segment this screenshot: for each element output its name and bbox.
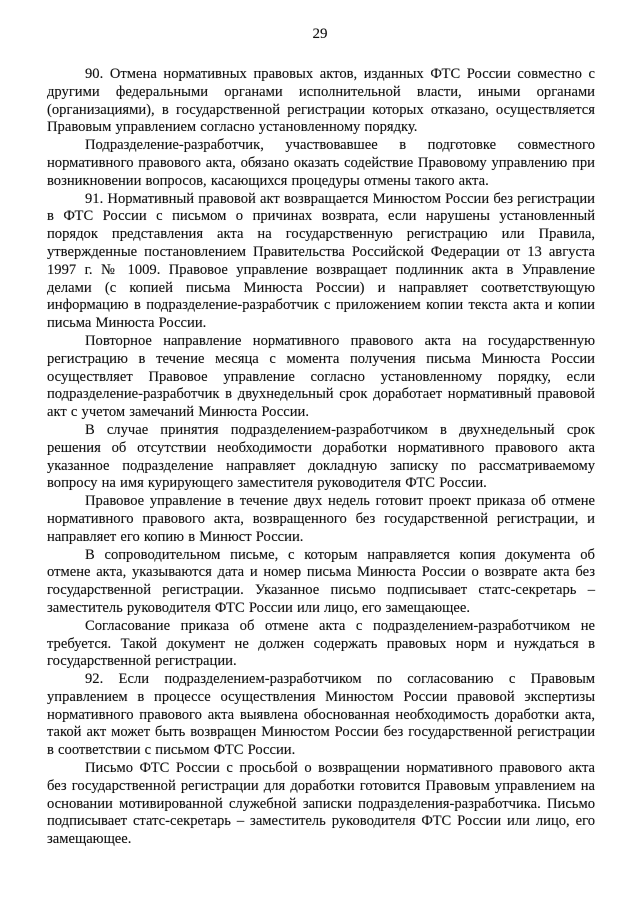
paragraph-91-cover-letter: В сопроводительном письме, с которым направляется копия документа об отмене акта, указываются дата и номер письма Минюста России о возврате акта без государственной регистрации. Указанное письмо подписывает статс-секретарь – заместитель руководителя ФТС России или лицо, его замещающее. [47, 546, 595, 616]
paragraph-92-letter: Письмо ФТС России с просьбой о возвращении нормативного правового акта без государственной регистрации для доработки готовится Правовым управлением на основании мотивированной служебной записки подразделения-разработчика. Письмо подписывает статс-секретарь – заместитель руководителя ФТС России или лицо, его замещающее. [47, 760, 595, 848]
paragraph-92: 92. Если подразделением-разработчиком по согласованию с Правовым управлением в процессе осуществления Минюстом России правовой экспертизы нормативного правового акта выявлена обоснованная необходимость доработки акта, такой акт может быть возвращен Минюстом России без государственной регистрации в соответствии с письмом ФТС России. [47, 671, 595, 759]
document-body [47, 66, 595, 849]
paragraph-91: 91. Нормативный правовой акт возвращается Минюстом России без регистрации в ФТС России с письмом о причинах возврата, если нарушены установленный порядок представления акта на государственную регистрацию или Правила, утвержденные постановлением Правительства Российской Федерации от 13 августа 1997 г. № 1009. Правовое управление возвращает подлинник акта в Управление делами (с копией письма Минюста России) и направляет соответствующую информацию в подразделение-разработчик с приложением копии текста акта и копии письма Минюста России. [47, 190, 595, 332]
paragraph-90: 90. Отмена нормативных правовых актов, изданных ФТС России совместно с другими федеральными органами исполнительной власти, иными органами (организациями), в государственной регистрации которых отказано, осуществляется Правовым управлением согласно установленному порядку. [47, 66, 595, 136]
paragraph-91-resubmit: Повторное направление нормативного правового акта на государственную регистрацию в течение месяца с момента получения письма Минюста России осуществляет Правовое управление согласно установленному порядку, если подразделение-разработчик в двухнедельный срок доработает нормативный правовой акт с учетом замечаний Минюста России. [47, 332, 595, 421]
paragraph-91-approval: Согласование приказа об отмене акта с подразделением-разработчиком не требуется. Такой документ не должен содержать правовых норм и нуждаться в государственной регистрации. [47, 617, 595, 670]
paragraph-91-no-rework: В случае принятия подразделением-разработчиком в двухнедельный срок решения об отсутствии необходимости доработки нормативного правового акта указанное подразделение направляет докладную записку по рассматриваемому вопросу на имя курирующего заместителя руководителя ФТС России. [47, 421, 595, 492]
page-number: 29 [312, 26, 328, 42]
paragraph-90-cont: Подразделение-разработчик, участвовавшее в подготовке совместного нормативного правового акта, обязано оказать содействие Правовому управлению при возникновении вопросов, касающихся процедуры отмены такого акта. [47, 137, 595, 189]
paragraph-91-draft-order: Правовое управление в течение двух недель готовит проект приказа об отмене нормативного правового акта, возвращенного без государственной регистрации, и направляет его копию в Минюст России. [47, 493, 595, 545]
